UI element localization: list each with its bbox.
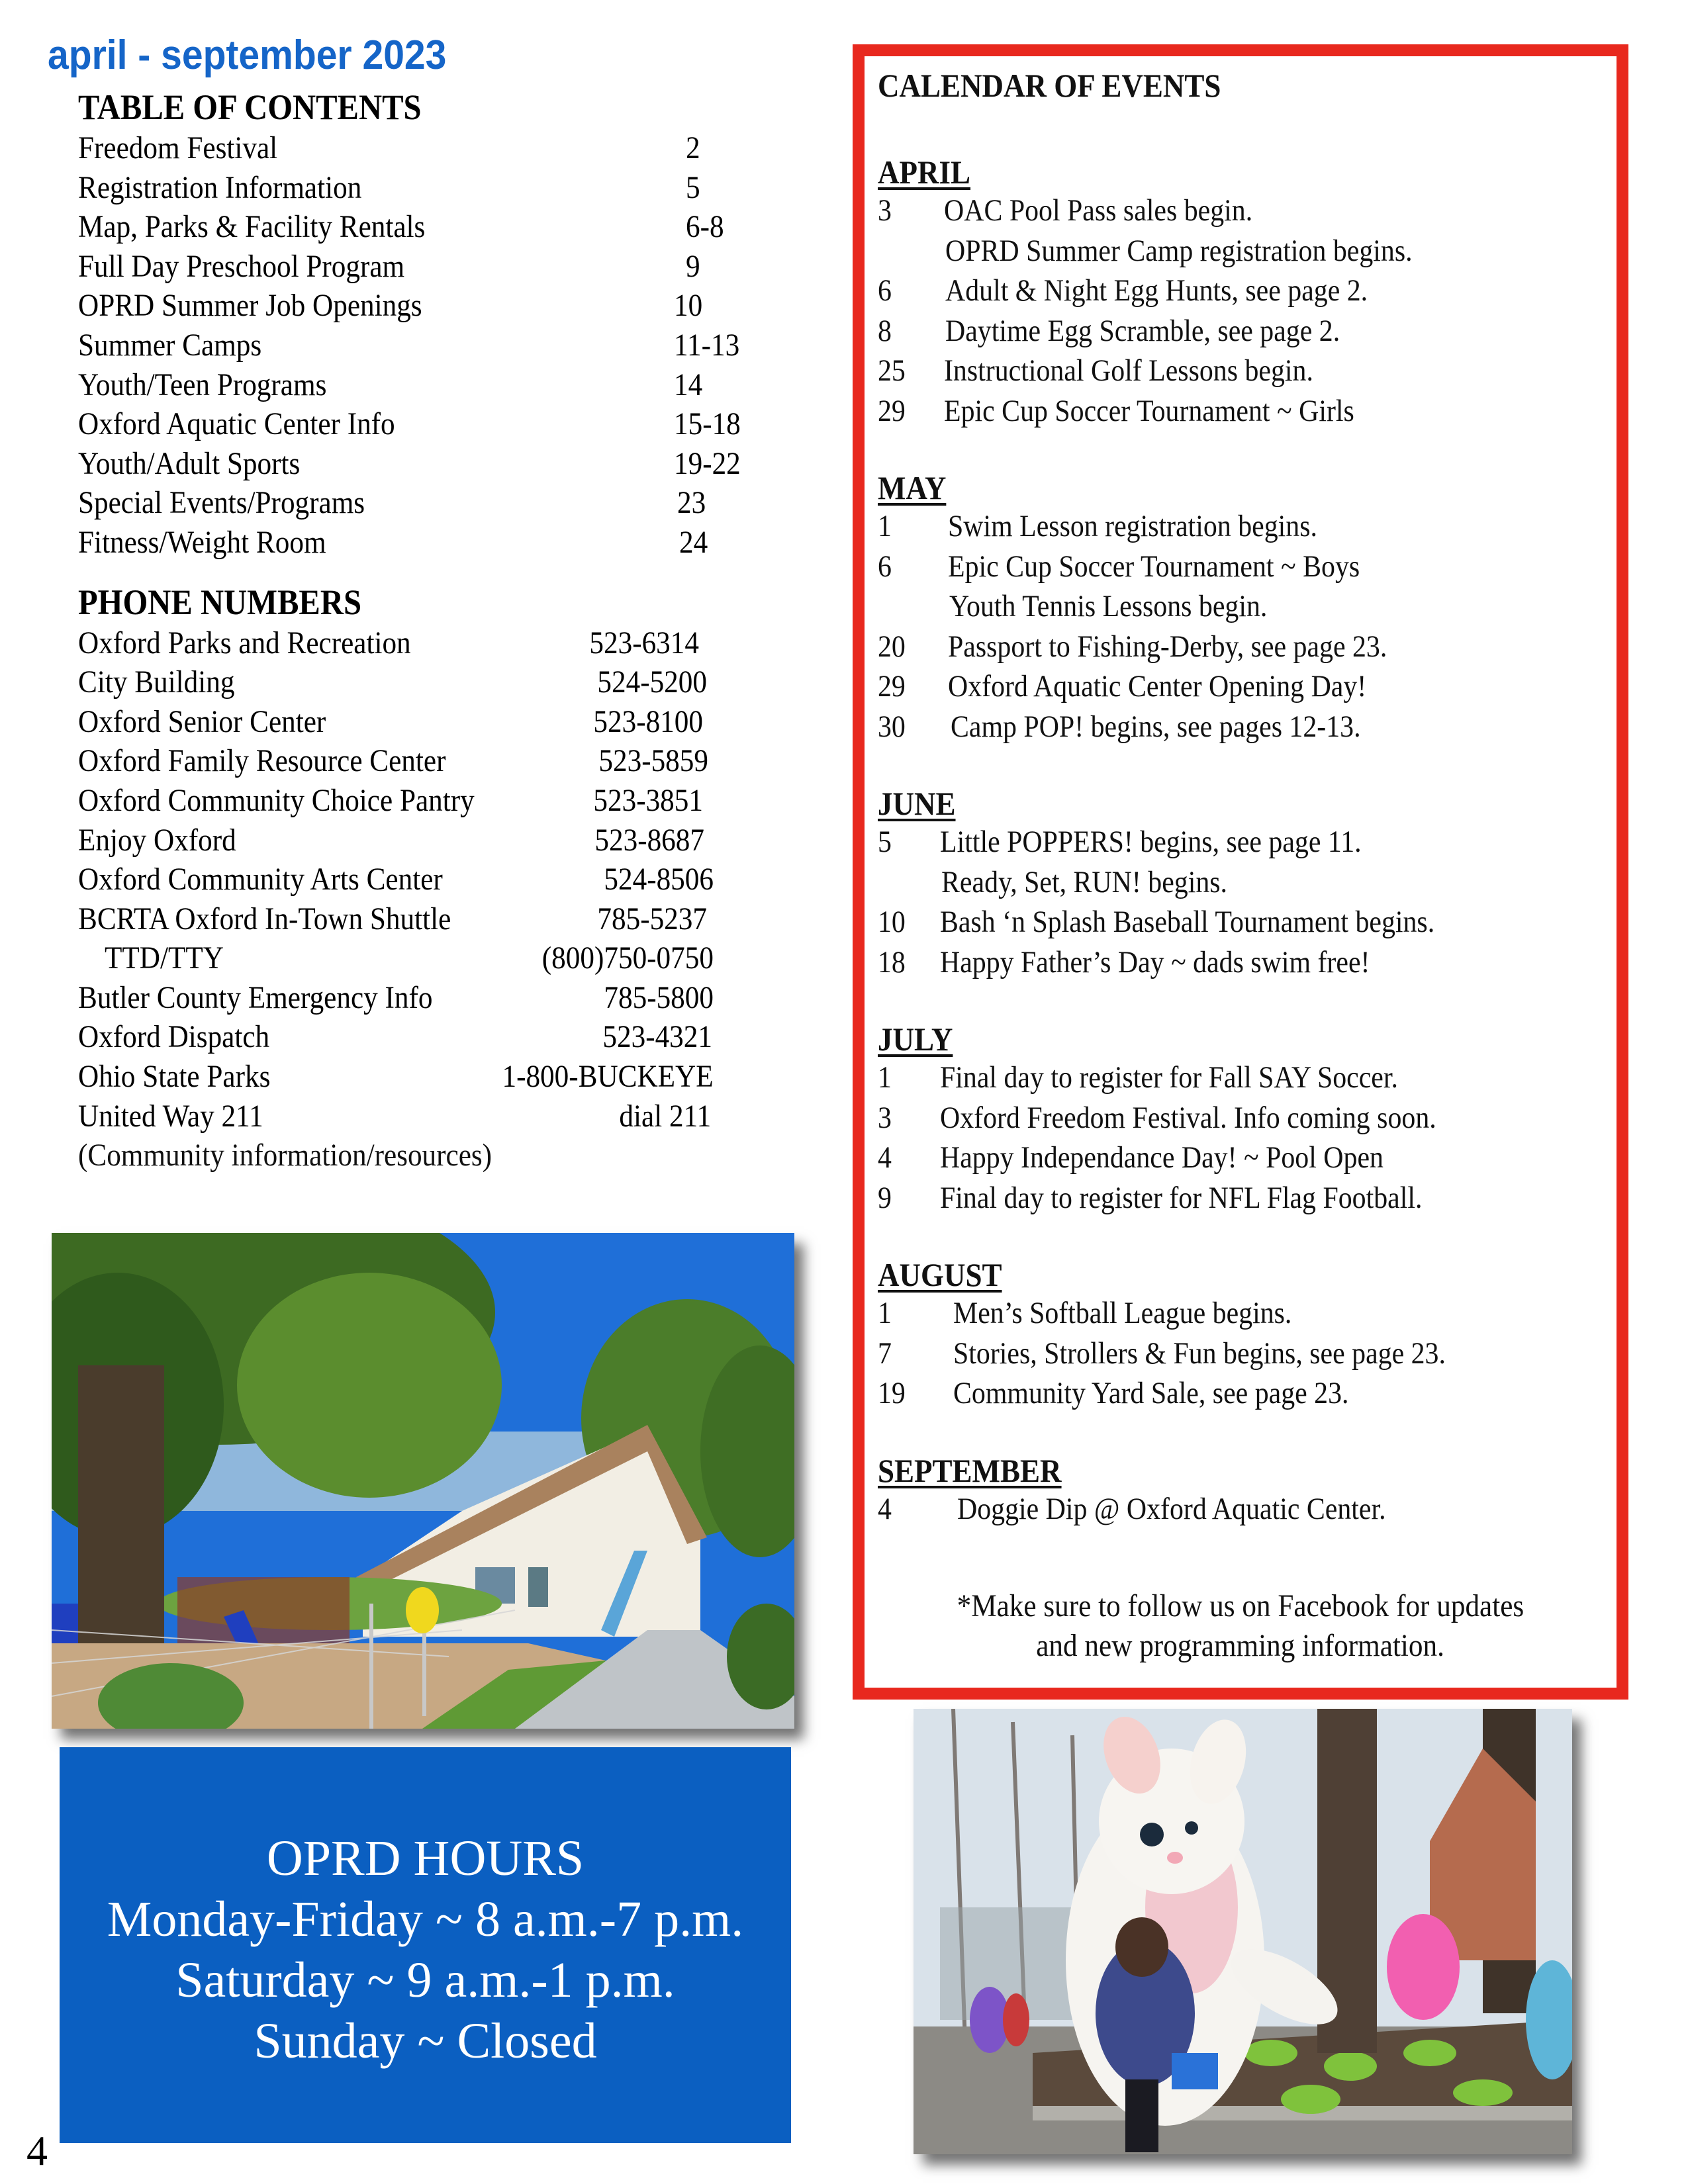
phone-item-number: 1-800-BUCKEYE (502, 1059, 714, 1095)
event-text: Stories, Strollers & Fun begins, see page 23. (953, 1336, 1446, 1371)
phone-item (78, 623, 714, 663)
phone-item-number: dial 211 (619, 1098, 711, 1134)
phone-item-number: 523-5859 (598, 743, 708, 779)
month-april (878, 153, 1617, 432)
event-day: 3 (878, 194, 892, 228)
toc-item-page: 6-8 (686, 209, 724, 245)
event-text: Oxford Freedom Festival. Info coming soon. (940, 1101, 1436, 1135)
event-text: Happy Father’s Day ~ dads swim free! (940, 945, 1370, 979)
facebook-note-line: and new programming information. (1036, 1628, 1445, 1663)
month-heading: JUNE (878, 785, 956, 822)
phone-item-number: 524-8506 (604, 862, 714, 897)
phone-item-label: TTD/TTY (105, 940, 224, 976)
event-text: Final day to register for Fall SAY Soccer. (940, 1061, 1398, 1095)
calendar-event (878, 1179, 1617, 1219)
event-text: Doggie Dip @ Oxford Aquatic Center. (957, 1492, 1386, 1526)
calendar-event (878, 547, 1617, 588)
phone-item (78, 1017, 714, 1057)
toc-item-page: 10 (674, 288, 703, 324)
event-day: 9 (878, 1181, 892, 1215)
toc-item-page: 24 (679, 524, 708, 560)
event-text: Passport to Fishing-Derby, see page 23. (948, 629, 1387, 664)
calendar-event (878, 507, 1617, 547)
calendar-event (878, 191, 1617, 232)
phone-item (78, 741, 714, 781)
facebook-note (865, 1586, 1617, 1666)
event-day: 1 (878, 1297, 892, 1330)
phone-item-label: Oxford Senior Center (78, 704, 326, 739)
calendar-event (878, 1294, 1617, 1334)
toc-item-page: 23 (677, 485, 706, 521)
toc-item-label: Youth/Adult Sports (78, 445, 301, 481)
page-number: 4 (26, 2127, 48, 2174)
calendar-event (878, 823, 1617, 863)
calendar-event (878, 943, 1617, 983)
calendar-title: CALENDAR OF EVENTS (878, 67, 1221, 104)
calendar-event (878, 863, 1617, 903)
calendar-event (878, 1490, 1617, 1530)
event-text: Adult & Night Egg Hunts, see page 2. (945, 274, 1368, 308)
toc-item (78, 286, 773, 326)
event-text: Final day to register for NFL Flag Football. (940, 1181, 1423, 1215)
event-day: 5 (878, 825, 892, 859)
event-day: 6 (878, 274, 892, 308)
event-day: 20 (878, 629, 906, 664)
month-heading: MAY (878, 469, 947, 506)
event-text: Men’s Softball League begins. (953, 1297, 1292, 1330)
toc-item-page: 9 (686, 248, 700, 284)
calendar-of-events (853, 44, 1628, 1700)
phone-item-number: 523-6314 (589, 625, 699, 660)
phone-item-number: 523-3851 (593, 782, 703, 818)
calendar-event (878, 351, 1617, 392)
phone-item-number: 524-5200 (597, 664, 707, 700)
phone-item (78, 662, 714, 702)
calendar-event (878, 1058, 1617, 1099)
event-text: Instructional Golf Lessons begin. (944, 354, 1313, 388)
left-column (78, 86, 773, 1175)
phone-item-number: 523-8687 (594, 822, 704, 858)
phone-numbers-heading: PHONE NUMBERS (78, 582, 361, 622)
phone-item (78, 860, 714, 899)
toc-item-page: 2 (686, 130, 700, 165)
toc-item (78, 326, 773, 365)
toc-item-label: Registration Information (78, 169, 362, 205)
toc-item (78, 247, 773, 287)
event-day: 4 (878, 1492, 892, 1526)
toc-item (78, 444, 773, 484)
toc-item-label: Freedom Festival (78, 130, 278, 165)
building-photo-illustration (52, 1233, 794, 1729)
event-text: OPRD Summer Camp registration begins. (945, 234, 1413, 268)
toc-item (78, 523, 773, 563)
facebook-note-line: *Make sure to follow us on Facebook for updates (957, 1588, 1524, 1623)
event-text: Oxford Aquatic Center Opening Day! (948, 670, 1367, 704)
toc-item-page: 19-22 (674, 445, 741, 481)
event-day: 8 (878, 314, 892, 348)
phone-item (78, 1057, 714, 1097)
calendar-event (878, 627, 1617, 668)
phone-item-label: City Building (78, 664, 235, 700)
toc-item-label: Map, Parks & Facility Rentals (78, 209, 426, 245)
toc-item (78, 168, 773, 208)
event-day: 19 (878, 1377, 906, 1410)
event-day: 25 (878, 354, 906, 388)
calendar-event (878, 392, 1617, 432)
season-title: april - september 2023 (48, 32, 447, 78)
month-june (878, 784, 1617, 983)
event-text: Swim Lesson registration begins. (948, 510, 1317, 543)
calendar-event (878, 1138, 1617, 1179)
calendar-event (878, 1099, 1617, 1139)
phone-item (78, 781, 714, 821)
event-day: 3 (878, 1101, 892, 1135)
event-text: Happy Independance Day! ~ Pool Open (940, 1141, 1383, 1175)
toc-item (78, 483, 773, 523)
event-day: 29 (878, 394, 906, 428)
toc-item (78, 128, 773, 168)
toc-item-page: 14 (674, 367, 703, 402)
event-day: 29 (878, 670, 906, 704)
event-text: Youth Tennis Lessons begin. (949, 590, 1268, 623)
phone-item (78, 978, 714, 1018)
phone-item-number: 785-5800 (604, 979, 714, 1015)
event-day: 1 (878, 510, 892, 543)
toc-item-label: Summer Camps (78, 327, 262, 363)
phone-numbers-list (78, 623, 714, 1175)
calendar-event (878, 1374, 1617, 1414)
event-day: 18 (878, 945, 906, 979)
phone-item-number: (800)750-0750 (541, 940, 714, 976)
phone-item (78, 938, 714, 978)
phone-item-label: Oxford Community Arts Center (78, 862, 443, 897)
oprd-hours-box (60, 1747, 791, 2143)
event-text: Ready, Set, RUN! begins. (941, 865, 1228, 899)
toc-item-page: 5 (686, 169, 700, 205)
phone-item (78, 821, 714, 860)
phone-item-number: 523-4321 (602, 1019, 712, 1055)
toc-item (78, 365, 773, 405)
event-day: 10 (878, 905, 906, 939)
phone-item (78, 1097, 714, 1136)
hours-saturday: Saturday ~ 9 a.m.-1 p.m. (175, 1952, 675, 2008)
phone-item-label: Enjoy Oxford (78, 822, 236, 858)
calendar-event (878, 312, 1617, 352)
phone-item (78, 702, 714, 742)
event-day: 4 (878, 1141, 892, 1175)
event-day: 30 (878, 709, 906, 744)
phone-item-label: BCRTA Oxford In-Town Shuttle (78, 901, 451, 936)
toc-item-label: OPRD Summer Job Openings (78, 288, 422, 324)
event-text: Epic Cup Soccer Tournament ~ Girls (944, 394, 1354, 428)
phone-item-number: 523-8100 (593, 704, 703, 739)
calendar-event (878, 587, 1617, 627)
month-may (878, 469, 1617, 747)
event-day: 6 (878, 549, 892, 584)
phone-item-label: Butler County Emergency Info (78, 979, 433, 1015)
event-text: Epic Cup Soccer Tournament ~ Boys (948, 549, 1360, 584)
table-of-contents (78, 128, 773, 563)
hours-title: OPRD HOURS (266, 1831, 585, 1886)
phone-item-label: Oxford Community Choice Pantry (78, 782, 475, 818)
event-day: 1 (878, 1061, 892, 1095)
phone-note: (Community information/resources) (78, 1138, 492, 1173)
building-photo (52, 1233, 794, 1729)
month-heading: APRIL (878, 154, 971, 191)
toc-item-page: 15-18 (674, 406, 741, 442)
month-august (878, 1255, 1617, 1414)
event-text: Daytime Egg Scramble, see page 2. (945, 314, 1340, 348)
toc-item-label: Youth/Teen Programs (78, 367, 327, 402)
hours-weekdays: Monday-Friday ~ 8 a.m.-7 p.m. (107, 1891, 744, 1947)
toc-item-label: Fitness/Weight Room (78, 524, 326, 560)
event-text: Camp POP! begins, see pages 12-13. (951, 709, 1361, 744)
month-heading: SEPTEMBER (878, 1451, 1062, 1489)
toc-item (78, 207, 773, 247)
event-text: Bash ‘n Splash Baseball Tournament begins. (940, 905, 1435, 939)
event-text: OAC Pool Pass sales begin. (944, 194, 1253, 228)
phone-item-label: United Way 211 (78, 1098, 263, 1134)
toc-heading: TABLE OF CONTENTS (78, 87, 422, 127)
month-september (878, 1451, 1617, 1530)
toc-item (78, 404, 773, 444)
calendar-event (878, 903, 1617, 943)
event-text: Community Yard Sale, see page 23. (953, 1377, 1349, 1410)
calendar-event (878, 232, 1617, 272)
phone-item-label: Oxford Family Resource Center (78, 743, 446, 779)
hours-sunday: Sunday ~ Closed (254, 2013, 597, 2069)
toc-item-label: Full Day Preschool Program (78, 248, 405, 284)
month-july (878, 1020, 1617, 1218)
toc-item-page: 11-13 (674, 327, 740, 363)
easter-bunny-photo-illustration (914, 1709, 1572, 2154)
toc-item-label: Special Events/Programs (78, 485, 365, 521)
calendar-event (878, 707, 1617, 748)
toc-item-label: Oxford Aquatic Center Info (78, 406, 395, 442)
calendar-event (878, 271, 1617, 312)
phone-item-label: Oxford Dispatch (78, 1019, 270, 1055)
event-text: Little POPPERS! begins, see page 11. (940, 825, 1362, 859)
calendar-event (878, 1334, 1617, 1375)
month-heading: AUGUST (878, 1256, 1002, 1293)
phone-item-number: 785-5237 (597, 901, 707, 936)
month-heading: JULY (878, 1021, 953, 1058)
phone-item-label: Oxford Parks and Recreation (78, 625, 411, 660)
easter-bunny-photo (914, 1709, 1572, 2154)
phone-item-label: Ohio State Parks (78, 1059, 271, 1095)
calendar-event (878, 667, 1617, 707)
phone-item (78, 899, 714, 939)
event-day: 7 (878, 1336, 892, 1371)
